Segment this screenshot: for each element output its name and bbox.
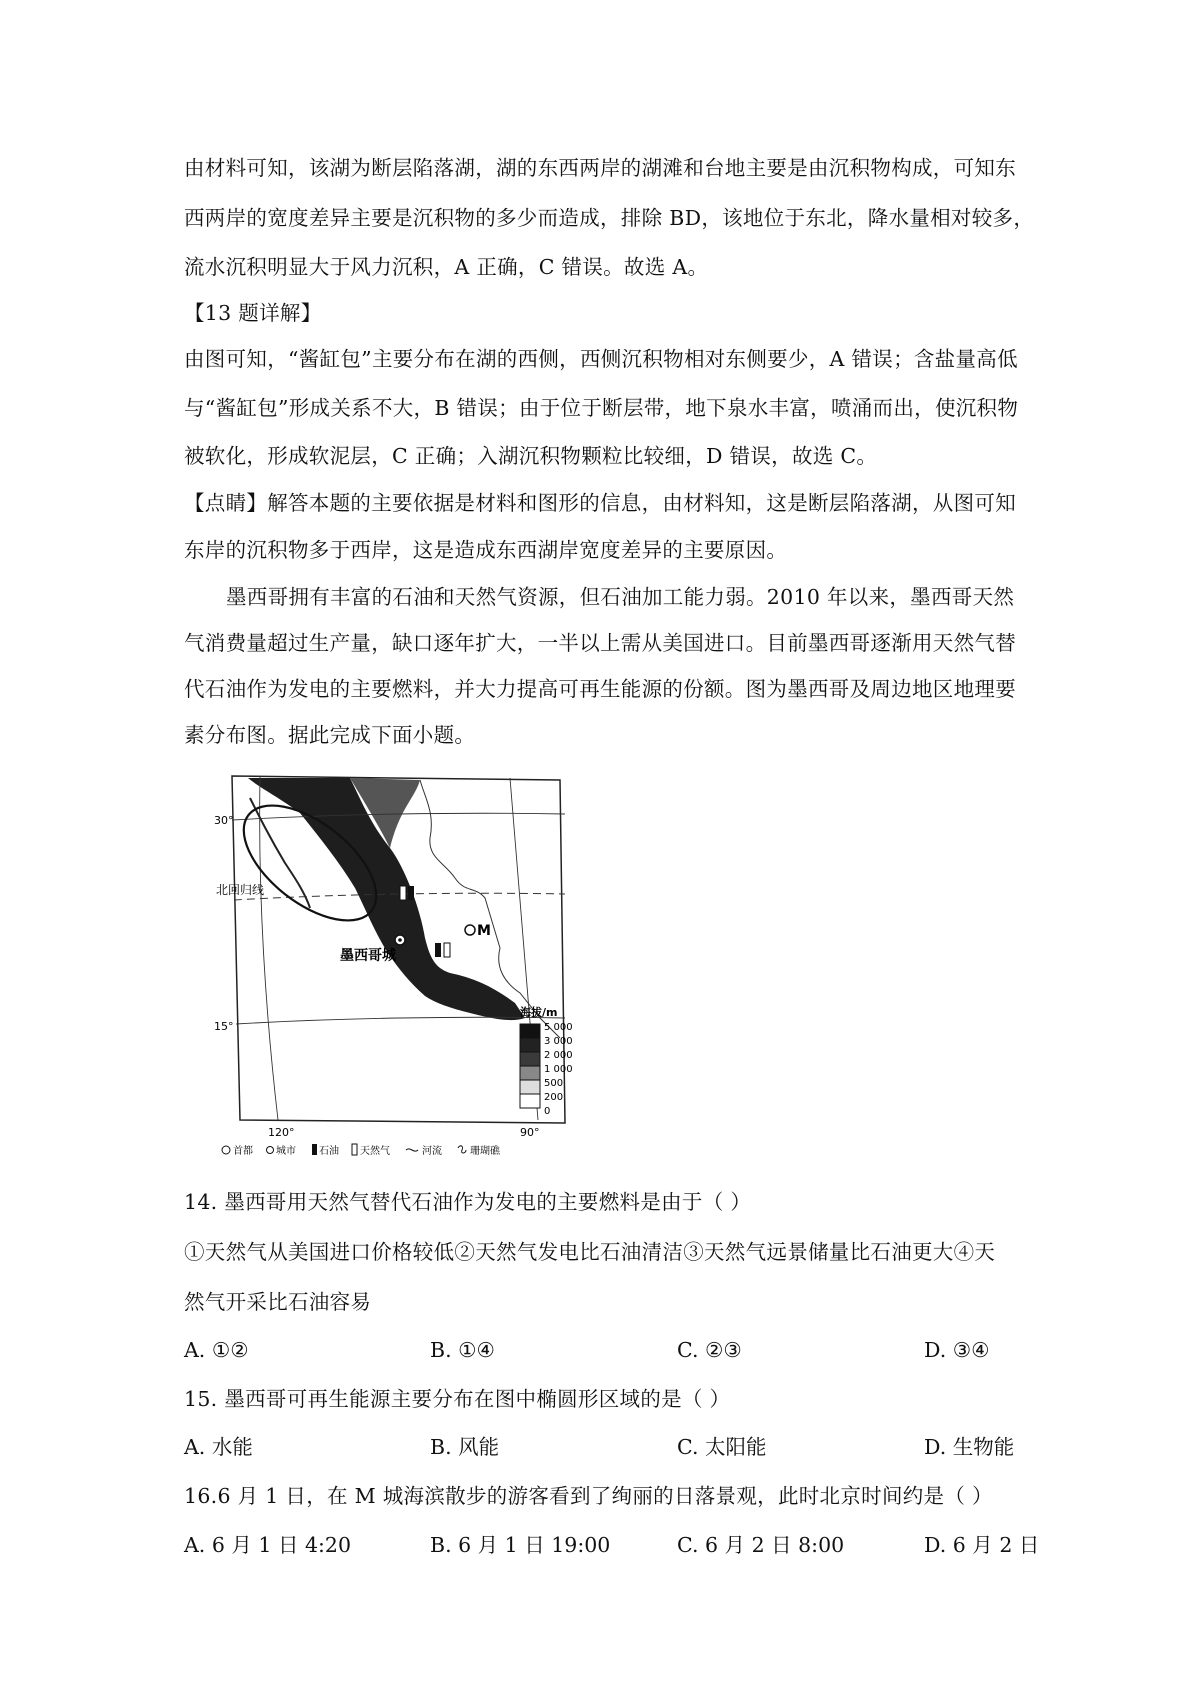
material-line-3: 代石油作为发电的主要燃料，并大力提高可再生能源的份额。图为墨西哥及周边地区地理要 [184,677,1016,701]
explanation-13-line-3: 被软化，形成软泥层，C 正确；入湖沉积物颗粒比较细，D 错误，故选 C。 [184,444,878,468]
explanation-12-line-2: 西两岸的宽度差异主要是沉积物的多少而造成，排除 BD，该地位于东北，降水量相对较多， [184,206,1035,230]
q14-option-d[interactable]: D. ③④ [924,1338,990,1362]
legend-capital: 首都 [233,1146,253,1157]
q16-option-b[interactable]: B. 6 月 1 日 19:00 [430,1533,611,1557]
material-line-2: 气消费量超过生产量，缺口逐年扩大，一半以上需从美国进口。目前墨西哥逐渐用天然气替 [184,631,1016,655]
elev-tick-3: 2 000 [544,1050,573,1061]
legend-capital-icon [222,1146,230,1154]
elev-swatch-3 [520,1052,540,1066]
elev-swatch-6 [520,1094,540,1108]
q14-statement-line-2: 然气开采比石油容易 [184,1290,372,1314]
q15-option-d[interactable]: D. 生物能 [924,1435,1015,1459]
q14-option-a[interactable]: A. ①② [184,1338,249,1362]
legend-city-icon [267,1147,274,1154]
q15-stem: 15. 墨西哥可再生能源主要分布在图中椭圆形区域的是（ ） [184,1387,731,1411]
q14-option-c[interactable]: C. ②③ [677,1338,742,1362]
q16-option-d[interactable]: D. 6 月 2 日 [924,1533,1040,1557]
explanation-12-line-1: 由材料可知，该湖为断层陷落湖，湖的东西两岸的湖滩和台地主要是由沉积物构成，可知东 [184,156,1016,180]
legend-oil-icon [312,1144,317,1155]
capital-label: 墨西哥城 [340,948,396,964]
gas-symbol-1 [400,886,406,900]
q14-option-b[interactable]: B. ①④ [430,1338,495,1362]
tip-line-2: 东岸的沉积物多于西岸，这是造成东西湖岸宽度差异的主要原因。 [184,538,788,562]
lat-15-label: 15° [214,1020,234,1033]
material-line-1: 墨西哥拥有丰富的石油和天然气资源，但石油加工能力弱。2010 年以来，墨西哥天然 [226,585,1015,609]
q16-option-c[interactable]: C. 6 月 2 日 8:00 [677,1533,845,1557]
lon-120-label: 120° [268,1126,295,1139]
lat-30-label: 30° [214,814,234,827]
oil-symbol-1 [408,886,414,900]
elev-tick-7: 0 [544,1106,551,1117]
elevation-title: 海拔/m [520,1006,558,1019]
legend-reef: 珊瑚礁 [470,1146,500,1157]
elev-swatch-1 [520,1024,540,1038]
q14-stem: 14. 墨西哥用天然气替代石油作为发电的主要燃料是由于（ ） [184,1190,752,1214]
tropic-label: 北回归线 [216,883,265,897]
explanation-13-heading: 【13 题详解】 [184,301,322,325]
legend-reef-icon [458,1146,466,1153]
q14-statement-line-1: ①天然气从美国进口价格较低②天然气发电比石油清洁③天然气远景储量比石油更大④天 [184,1240,996,1264]
city-m-label: M [477,923,491,939]
legend-city: 城市 [276,1146,296,1157]
legend-river: 河流 [422,1146,442,1157]
elev-tick-6: 200 [544,1092,564,1103]
tip-line-1: 【点睛】解答本题的主要依据是材料和图形的信息，由材料知，这是断层陷落湖，从图可知 [184,491,1016,515]
q15-option-a[interactable]: A. 水能 [184,1435,253,1459]
city-m-symbol [465,925,475,935]
elev-tick-5: 500 [544,1078,564,1089]
elev-swatch-2 [520,1038,540,1052]
elev-tick-2: 3 000 [544,1036,573,1047]
elev-swatch-5 [520,1080,540,1094]
elev-tick-4: 1 000 [544,1064,573,1075]
material-line-4: 素分布图。据此完成下面小题。 [184,723,476,747]
mexico-map-figure [214,768,640,1158]
q16-stem: 16.6 月 1 日，在 M 城海滨散步的游客看到了绚丽的日落景观，此时北京时间约是（ ） [184,1484,993,1508]
q15-option-b[interactable]: B. 风能 [430,1435,500,1459]
elev-tick-1: 5 000 [544,1022,573,1033]
legend-gas-icon [352,1144,357,1155]
oil-symbol-2 [435,943,441,957]
elev-swatch-4 [520,1066,540,1080]
q15-option-c[interactable]: C. 太阳能 [677,1435,767,1459]
legend-oil: 石油 [319,1146,339,1157]
legend-gas: 天然气 [360,1146,390,1157]
capital-dot [398,938,402,942]
explanation-13-line-2: 与“酱缸包”形成关系不大，B 错误；由于位于断层带，地下泉水丰富，喷涌而出，使沉积物 [184,396,1019,420]
lon-90-label: 90° [520,1126,540,1139]
legend-river-icon [406,1149,418,1151]
explanation-12-line-3: 流水沉积明显大于风力沉积，A 正确，C 错误。故选 A。 [184,255,709,279]
q16-option-a[interactable]: A. 6 月 1 日 4:20 [184,1533,352,1557]
gas-symbol-2 [444,943,450,957]
explanation-13-line-1: 由图可知，“酱缸包”主要分布在湖的西侧，西侧沉积物相对东侧要少，A 错误；含盐量高低 [184,347,1018,371]
